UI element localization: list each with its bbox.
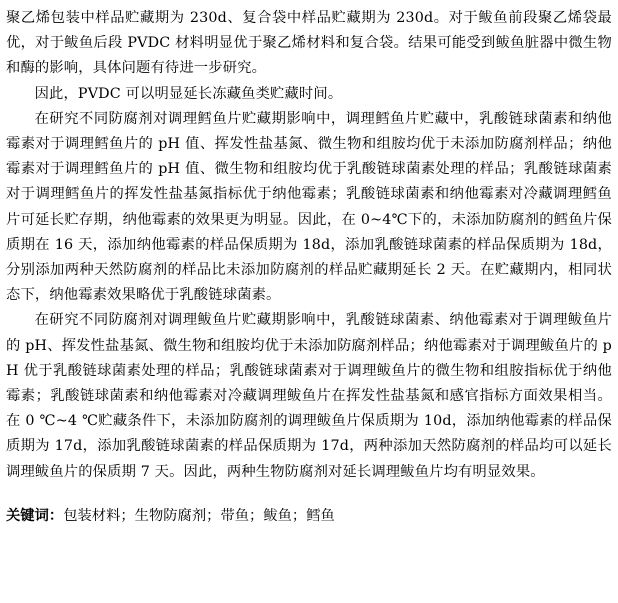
keywords-label: 关键词： xyxy=(6,507,64,524)
keywords-value: 包装材料；生物防腐剂；带鱼；鲅鱼；鳕鱼 xyxy=(63,507,335,524)
document-page xyxy=(6,6,612,529)
paragraph-1: 聚乙烯包装中样品贮藏期为 230d、复合袋中样品贮藏期为 230d。对于鲅鱼前段聚乙烯袋最优，对于鲅鱼后段 PVDC 材料明显优于聚乙烯材料和复合袋。结果可能受到鲅鱼脏器中微生物和酶的影响，具体问题有待进一步研究。 xyxy=(6,10,612,77)
paragraph-4: 在研究不同防腐剂对调理鲅鱼片贮藏期影响中，乳酸链球菌素、纳他霉素对于调理鲅鱼片的 pH、挥发性盐基氮、微生物和组胺均优于未添加防腐剂样品；纳他霉素对于调理鲅鱼片的 pH 优于乳酸链球菌素处理的样品；乳酸链球菌素对于调理鲅鱼片的微生物和组胺指标优于纳他霉素；乳酸链球菌素和纳他霉素对冷藏调理鲅鱼片在挥发性盐基氮和感官指标方面效果相当。在 0 ℃~4 ℃贮藏条件下，未添加防腐剂的调理鲅鱼片保质期为 10d，添加纳他霉素的样品保质期为 17d，添加乳酸链球菌素的样品保质期为 17d，两种添加天然防腐剂的样品均可以延长调理鲅鱼片的保质期 7 天。因此，两种生物防腐剂对延长调理鲅鱼片均有明显效果。 xyxy=(6,312,612,480)
paragraph-2: 因此，PVDC 可以明显延长冻藏鱼类贮藏时间。 xyxy=(34,85,343,102)
paragraph-3: 在研究不同防腐剂对调理鳕鱼片贮藏期影响中，调理鳕鱼片贮藏中，乳酸链球菌素和纳他霉素对于调理鳕鱼片的 pH 值、挥发性盐基氮、微生物和组胺均优于未添加防腐剂样品；纳他霉素对于调理鳕鱼片的 pH 值、微生物和组胺均优于乳酸链球菌素处理的样品；乳酸链球菌素对于调理鳕鱼片的挥发性盐基氮指标优于纳他霉素；乳酸链球菌素和纳他霉素对冷藏调理鳕鱼片可延长贮存期，纳他霉素的效果更为明显。因此，在 0~4℃下的，未添加防腐剂的鳕鱼片保质期在 16 天，添加纳他霉素的样品保质期为 18d，添加乳酸链球菌素的样品保质期为 18d，分别添加两种天然防腐剂的样品比未添加防腐剂的样品贮藏期延长 2 天。在贮藏期内，相同状态下，纳他霉素效果略优于乳酸链球菌素。 xyxy=(6,110,612,304)
keywords-line xyxy=(6,504,612,529)
